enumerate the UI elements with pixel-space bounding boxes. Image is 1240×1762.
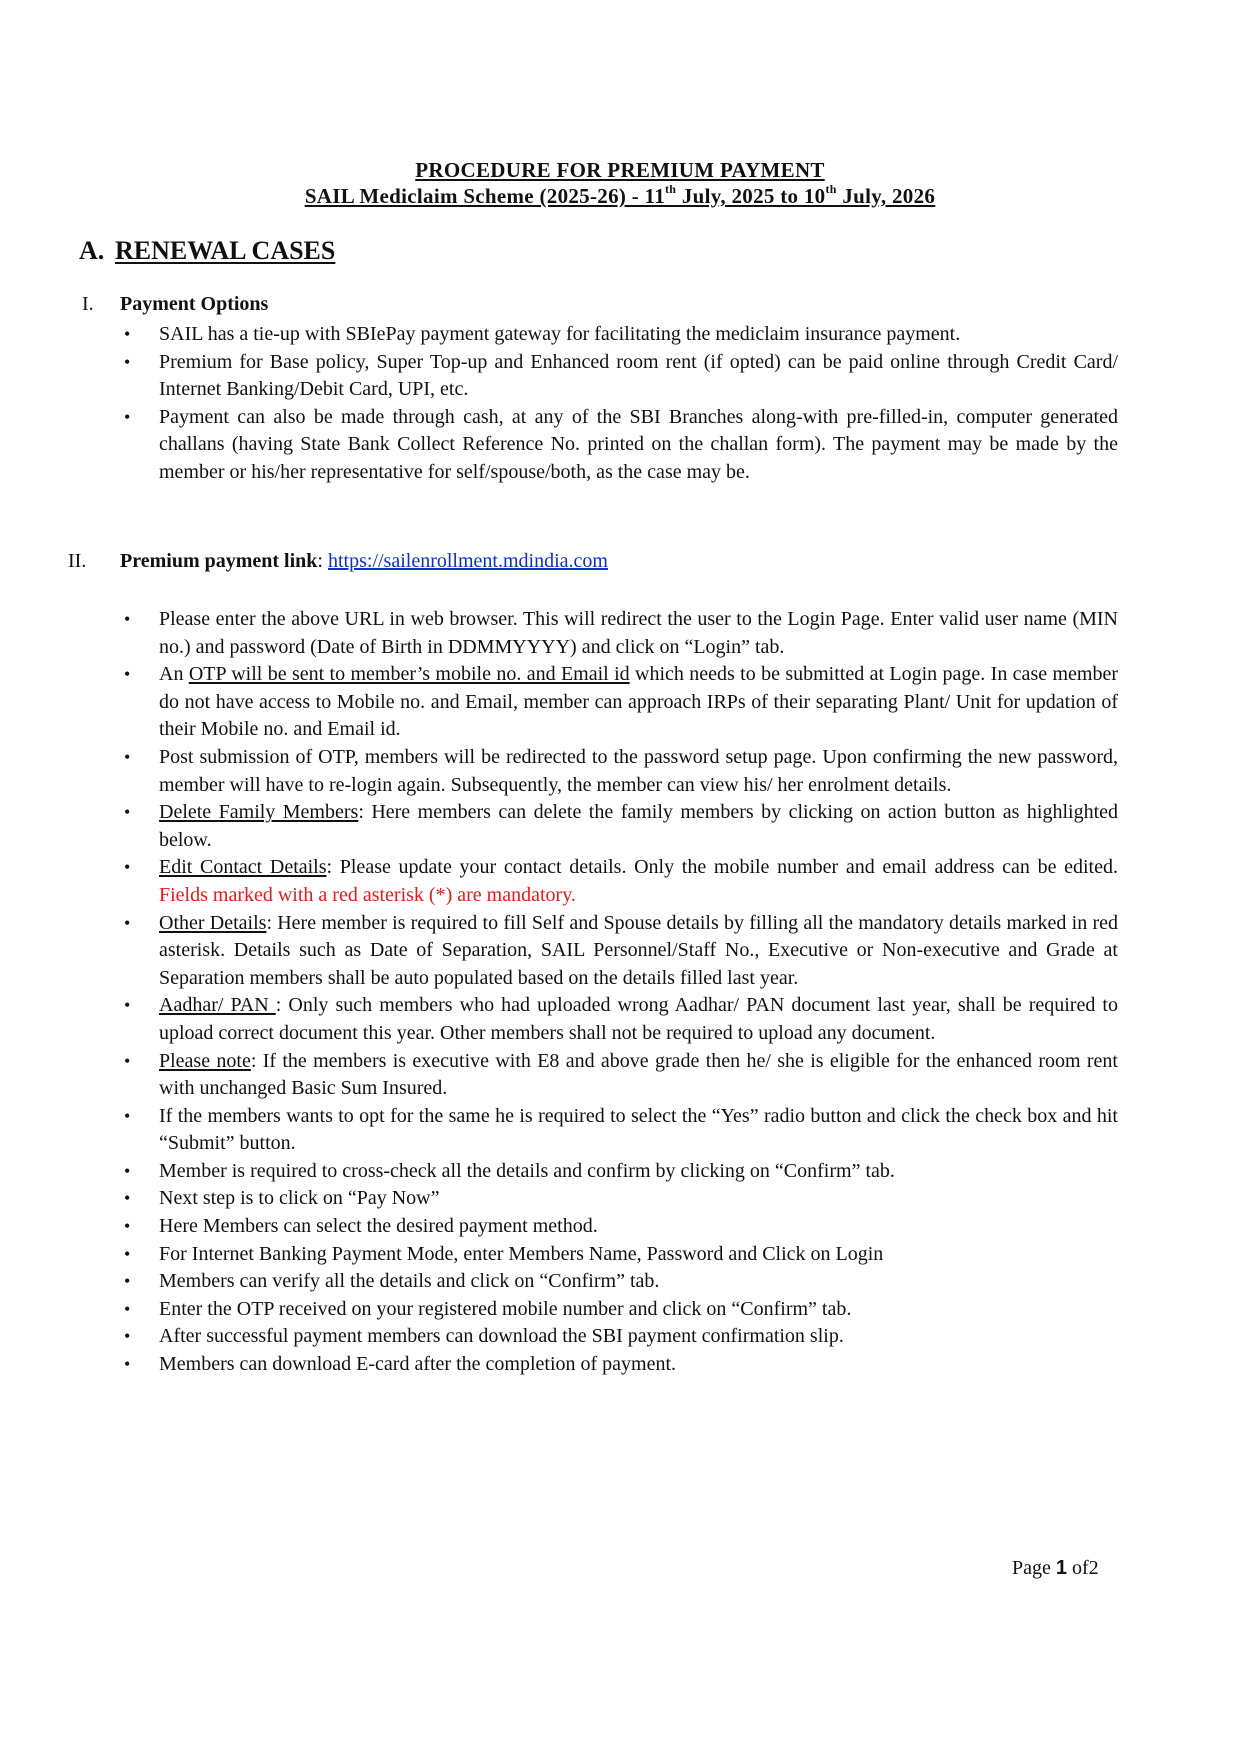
section-1-title: Payment Options	[120, 293, 269, 315]
list-item: • For Internet Banking Payment Mode, enter Members Name, Password and Click on Login	[124, 1241, 1118, 1269]
section-2-roman: II.	[68, 550, 87, 572]
delete-family-members-label: Delete Family Members	[159, 801, 359, 824]
title-line-2	[305, 184, 935, 208]
section-a-label: A.	[79, 236, 105, 265]
other-details-label: Other Details	[159, 911, 267, 934]
list-item	[124, 910, 1118, 993]
list-item: • Enter the OTP received on your registered mobile number and click on “Confirm” tab.	[124, 1296, 1118, 1324]
list-item	[124, 992, 1118, 1047]
page-current: 1	[1055, 1557, 1068, 1579]
list-item	[124, 661, 1118, 744]
please-note-label: Please note	[159, 1049, 251, 1072]
list-item: • If the members wants to opt for the same he is required to select the “Yes” radio button and click the check box and hit “Submit” button.	[124, 1103, 1118, 1158]
document-subtitle	[0, 184, 1240, 209]
premium-payment-link[interactable]: https://sailenrollment.mdindia.com	[327, 550, 608, 572]
section-2-colon: :	[317, 550, 328, 572]
list-item: • After successful payment members can download the SBI payment confirmation slip.	[124, 1323, 1118, 1351]
title-line-1: PROCEDURE FOR PREMIUM PAYMENT	[415, 158, 825, 182]
mandatory-note: Fields marked with a red asterisk (*) are mandatory	[159, 883, 571, 906]
document-title	[0, 158, 1240, 183]
list-item: • Here Members can select the desired payment method.	[124, 1213, 1118, 1241]
section-a-title: RENEWAL CASES	[115, 236, 336, 265]
item-text: : Only such members who had uploaded wrong Aadhar/ PAN document last year, shall be required to upload correct document this year. Other members shall not be required to upload any document.	[159, 994, 1118, 1044]
subtitle-part-1: SAIL Mediclaim Scheme (2025-26) - 11	[304, 184, 665, 208]
page-number	[1012, 1557, 1099, 1580]
item-text: : Here members can delete the family members by clicking on action button as highlighted below.	[159, 801, 1118, 851]
list-item: • Members can verify all the details and click on “Confirm” tab.	[124, 1268, 1118, 1296]
subtitle-part-3: July, 2026	[836, 184, 936, 208]
list-item: • Payment can also be made through cash, at any of the SBI Branches along-with pre-filled-in, computer generated challans (having State Bank Collect Reference No. printed on the challan form). The payment may be made by the member or his/her representative for self/spouse/both, as the case may be.	[124, 404, 1118, 487]
subtitle-part-2: July, 2025 to 10	[676, 184, 826, 208]
list-item: • Post submission of OTP, members will be redirected to the password setup page. Upon confirming the new password, member will have to re-login again. Subsequently, the member can view his/ her enrolment details.	[124, 744, 1118, 799]
list-item	[124, 799, 1118, 854]
list-item: • SAIL has a tie-up with SBIePay payment gateway for facilitating the mediclaim insurance payment.	[124, 321, 1118, 349]
section-2-title: Premium payment link	[120, 550, 318, 572]
page-suffix: of2	[1067, 1557, 1099, 1579]
otp-underlined-text: OTP will be sent to member’s mobile no. and Email id	[188, 663, 630, 686]
item-text: An	[159, 663, 189, 686]
payment-steps-list	[124, 606, 1118, 1379]
mandatory-note-period: .	[570, 883, 576, 906]
item-text: which needs to be submitted at Login page. In case member do not have access to Mobile no. and Email, member can approach IRPs of their separating Plant/ Unit for updation of their Mobile no. and Email id.	[159, 663, 1118, 741]
list-item: • Next step is to click on “Pay Now”	[124, 1185, 1118, 1213]
edit-contact-details-label: Edit Contact Details	[159, 856, 327, 879]
subtitle-sup-2: th	[825, 182, 837, 196]
list-item: • Member is required to cross-check all the details and confirm by clicking on “Confirm” tab.	[124, 1158, 1118, 1186]
payment-options-list	[124, 321, 1118, 487]
list-item	[124, 854, 1118, 909]
section-a-heading	[79, 236, 335, 266]
list-item	[124, 1048, 1118, 1103]
item-text: : Please update your contact details. Only the mobile number and email address can be edited.	[326, 856, 1118, 879]
list-item: • Members can download E-card after the completion of payment.	[124, 1351, 1118, 1379]
subtitle-sup-1: th	[665, 182, 677, 196]
list-item: • Premium for Base policy, Super Top-up and Enhanced room rent (if opted) can be paid online through Credit Card/ Internet Banking/Debit Card, UPI, etc.	[124, 349, 1118, 404]
section-1-roman: I.	[82, 293, 94, 315]
item-text: : If the members is executive with E8 and above grade then he/ she is eligible for the enhanced room rent with unchanged Basic Sum Insured.	[159, 1049, 1118, 1100]
item-text: : Here member is required to fill Self and Spouse details by filling all the mandatory details marked in red asterisk. Details such as Date of Separation, SAIL Personnel/Staff No., Executive or Non-executive and Grade at Separation members shall be auto populated based on the details filled last year.	[159, 911, 1119, 989]
page-prefix: Page	[1012, 1557, 1056, 1579]
list-item: • Please enter the above URL in web browser. This will redirect the user to the Login Page. Enter valid user name (MIN no.) and password (Date of Birth in DDMMYYYY) and click on “Login” tab.	[124, 606, 1118, 661]
aadhar-pan-label: Aadhar/ PAN	[159, 994, 276, 1017]
